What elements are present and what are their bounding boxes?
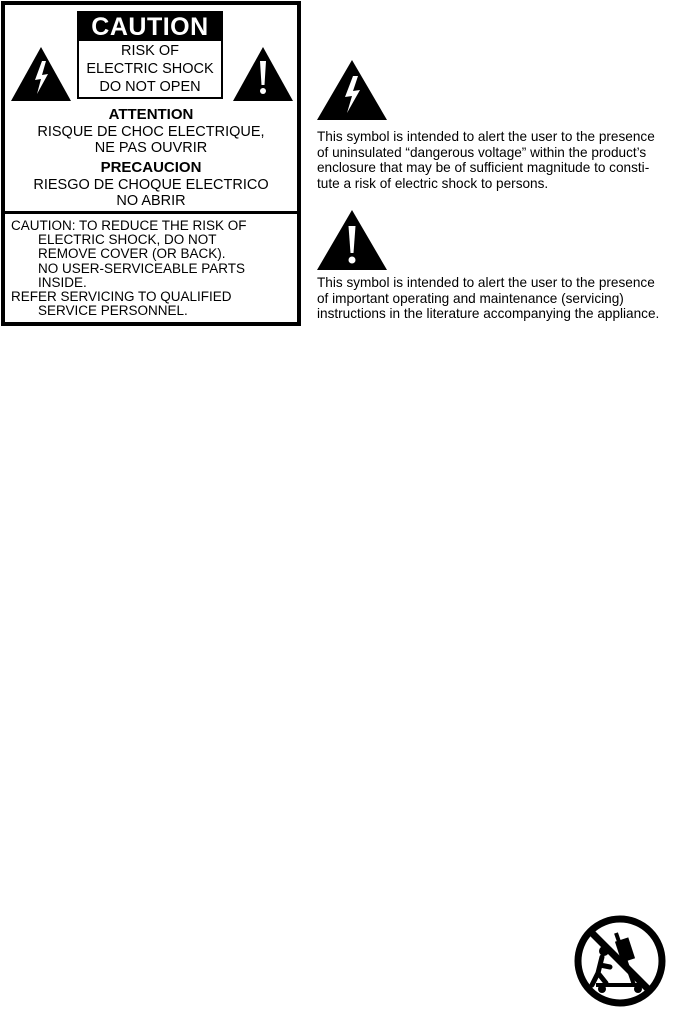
exclamation-warning-icon xyxy=(233,47,293,101)
description-line: of uninsulated “dangerous voltage” within the product’s xyxy=(317,144,647,160)
description-line: instructions in the literature accompanying the appliance. xyxy=(317,306,660,322)
caution-title: CAUTION xyxy=(79,13,221,41)
description-line: This symbol is intended to alert the user to the presence xyxy=(317,129,655,144)
french-line: NE PAS OUVRIR xyxy=(94,140,208,156)
exclamation-warning-icon xyxy=(317,210,387,270)
spanish-warning xyxy=(5,160,297,210)
warning-line: INSIDE. xyxy=(38,274,87,290)
caution-label xyxy=(1,1,301,326)
caution-header xyxy=(77,11,223,99)
lightning-symbol-description xyxy=(317,129,687,191)
description-line: of important operating and maintenance (servicing) xyxy=(317,290,624,306)
warning-line: ELECTRIC SHOCK, DO NOT xyxy=(38,232,217,248)
servicing-warning xyxy=(11,219,247,318)
french-heading: ATTENTION xyxy=(108,106,194,123)
warning-line: NO USER-SERVICEABLE PARTS xyxy=(38,260,246,276)
warning-line: REFER SERVICING TO QUALIFIED xyxy=(11,289,232,305)
label-divider xyxy=(5,211,297,214)
spanish-line: NO ABRIR xyxy=(116,193,186,209)
description-line: enclosure that may be of sufficient magnitude to consti- xyxy=(317,160,650,176)
french-line: RISQUE DE CHOC ELECTRIQUE, xyxy=(37,123,265,140)
caution-line: RISK OF xyxy=(120,43,179,59)
cart-tip-over-warning-icon xyxy=(574,915,666,1007)
caution-line: DO NOT OPEN xyxy=(99,79,201,95)
spanish-heading: PRECAUCION xyxy=(100,159,202,176)
spanish-line: RIESGO DE CHOQUE ELECTRICO xyxy=(33,176,269,193)
description-line: This symbol is intended to alert the user to the presence xyxy=(317,275,655,290)
caution-line: ELECTRIC SHOCK xyxy=(86,61,214,77)
lightning-warning-icon xyxy=(11,47,71,101)
description-line: tute a risk of electric shock to persons. xyxy=(317,175,549,191)
warning-line: SERVICE PERSONNEL. xyxy=(38,303,188,319)
lightning-warning-icon xyxy=(317,60,387,120)
caution-header-lines xyxy=(79,41,221,96)
exclamation-symbol-description xyxy=(317,275,687,322)
warning-line: CAUTION: TO REDUCE THE RISK OF xyxy=(11,218,247,233)
warning-line: REMOVE COVER (OR BACK). xyxy=(38,246,226,262)
french-warning xyxy=(5,107,297,157)
